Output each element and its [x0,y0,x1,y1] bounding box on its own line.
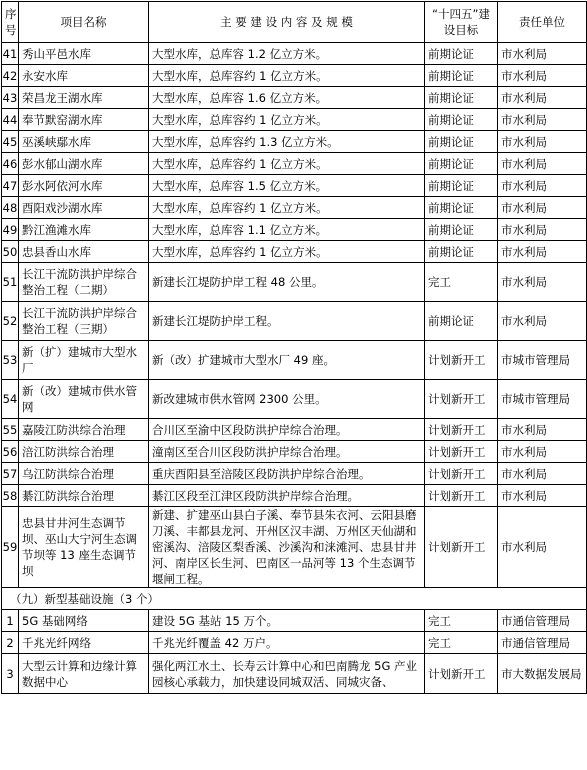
project-name: 新（改）建城市供水管网 [19,380,149,419]
project-name: 千兆光纤网络 [19,632,149,654]
project-content: 綦江区段至江津区段防洪护岸综合治理。 [149,485,425,507]
responsible-unit: 市大数据发展局 [498,654,587,694]
project-name: 巫溪峡鄢水库 [19,131,149,153]
row-num: 43 [2,87,19,109]
table-row [2,341,587,380]
project-name: 奉节默窑湖水库 [19,109,149,131]
project-goal: 完工 [425,610,498,632]
project-content: 大型水库，总库容约 1 亿立方米。 [149,241,425,263]
responsible-unit: 市水利局 [498,241,587,263]
project-content: 大型水库，总库容约 1.3 亿立方米。 [149,131,425,153]
project-table [1,1,587,694]
project-content: 大型水库，总库容约 1 亿立方米。 [149,109,425,131]
project-goal: 计划新开工 [425,380,498,419]
project-name: 彭水郁山湖水库 [19,153,149,175]
row-num: 42 [2,65,19,87]
project-content: 大型水库，总库容 1.6 亿立方米。 [149,87,425,109]
section-title: （九）新型基础设施（3 个） [2,588,587,610]
project-content: 潼南区至合川区段防洪护岸综合治理。 [149,441,425,463]
row-num: 54 [2,380,19,419]
row-num: 53 [2,341,19,380]
table-row [2,131,587,153]
row-num: 45 [2,131,19,153]
row-num: 58 [2,485,19,507]
table-row [2,485,587,507]
table-row [2,153,587,175]
project-content: 大型水库，总库容约 1 亿立方米。 [149,153,425,175]
table-row [2,197,587,219]
row-num: 47 [2,175,19,197]
project-name: 綦江防洪综合治理 [19,485,149,507]
responsible-unit: 市水利局 [498,87,587,109]
table-row [2,419,587,441]
project-goal: 完工 [425,263,498,302]
project-name: 嘉陵江防洪综合治理 [19,419,149,441]
project-name: 永安水库 [19,65,149,87]
table-header-row [2,2,587,43]
responsible-unit: 市水利局 [498,485,587,507]
row-num: 49 [2,219,19,241]
row-num: 44 [2,109,19,131]
project-goal: 计划新开工 [425,507,498,588]
table-row [2,219,587,241]
project-goal: 前期论证 [425,219,498,241]
row-num: 1 [2,610,19,632]
table-row [2,463,587,485]
project-content: 新（改）扩建城市大型水厂 49 座。 [149,341,425,380]
project-name: 涪江防洪综合治理 [19,441,149,463]
project-goal: 前期论证 [425,153,498,175]
project-name: 长江干流防洪护岸综合整治工程（二期） [19,263,149,302]
header-num: 序号 [2,2,19,43]
table-row [2,175,587,197]
table-row [2,610,587,632]
table-row [2,507,587,588]
project-content: 合川区至渝中区段防洪护岸综合治理。 [149,419,425,441]
row-num: 56 [2,441,19,463]
row-num: 52 [2,302,19,341]
project-content: 千兆光纤覆盖 42 万户。 [149,632,425,654]
row-num: 50 [2,241,19,263]
project-content: 大型水库，总库容 1.2 亿立方米。 [149,43,425,65]
table-row [2,43,587,65]
project-content: 大型水库，总库容约 1 亿立方米。 [149,197,425,219]
project-goal: 前期论证 [425,65,498,87]
responsible-unit: 市水利局 [498,175,587,197]
project-content: 强化两江水土、长寿云计算中心和巴南腾龙 5G 产业园核心承载力，加快建设同城双活、同城灾备、 [149,654,425,694]
table-row [2,380,587,419]
project-name: 忠县香山水库 [19,241,149,263]
project-goal: 前期论证 [425,131,498,153]
project-name: 新（扩）建城市大型水厂 [19,341,149,380]
responsible-unit: 市水利局 [498,419,587,441]
row-num: 55 [2,419,19,441]
responsible-unit: 市城市管理局 [498,380,587,419]
project-goal: 前期论证 [425,43,498,65]
header-content: 主 要 建 设 内 容 及 规 模 [149,2,425,43]
responsible-unit: 市水利局 [498,197,587,219]
project-goal: 完工 [425,632,498,654]
project-name: 5G 基础网络 [19,610,149,632]
header-goal: “十四五”建设目标 [425,2,498,43]
project-content: 建设 5G 基站 15 万个。 [149,610,425,632]
project-content: 大型水库，总库容 1.1 亿立方米。 [149,219,425,241]
project-goal: 计划新开工 [425,485,498,507]
table-row [2,302,587,341]
responsible-unit: 市水利局 [498,263,587,302]
table-row [2,441,587,463]
project-name: 秀山平邑水库 [19,43,149,65]
project-name: 大型云计算和边缘计算数据中心 [19,654,149,694]
project-name: 彭水阿依河水库 [19,175,149,197]
project-content: 新改建城市供水管网 2300 公里。 [149,380,425,419]
row-num: 59 [2,507,19,588]
project-goal: 前期论证 [425,109,498,131]
responsible-unit: 市水利局 [498,219,587,241]
project-content: 大型水库，总库容约 1 亿立方米。 [149,65,425,87]
project-goal: 前期论证 [425,302,498,341]
table-row [2,109,587,131]
responsible-unit: 市水利局 [498,441,587,463]
project-goal: 计划新开工 [425,441,498,463]
project-name: 长江干流防洪护岸综合整治工程（三期） [19,302,149,341]
project-goal: 计划新开工 [425,463,498,485]
table-row [2,87,587,109]
project-name: 忠县甘井河生态调节坝、巫山大宁河生态调节坝等 13 座生态调节坝 [19,507,149,588]
project-content: 新建、扩建巫山县白子溪、奉节县朱衣河、云阳县磨刀溪、丰都县龙河、开州区汉丰湖、万州区天仙湖和密溪沟、涪陵区梨香溪、沙溪沟和涞滩河、忠县甘井河、南岸区长生河、巴南区一品河等 13 个生态调节堰闸工程。 [149,507,425,588]
responsible-unit: 市水利局 [498,109,587,131]
project-goal: 前期论证 [425,241,498,263]
table-row [2,241,587,263]
row-num: 48 [2,197,19,219]
responsible-unit: 市水利局 [498,153,587,175]
table-row [2,632,587,654]
responsible-unit: 市水利局 [498,65,587,87]
project-goal: 前期论证 [425,197,498,219]
table-body [2,43,587,694]
responsible-unit: 市水利局 [498,302,587,341]
project-content: 新建长江堤防护岸工程 48 公里。 [149,263,425,302]
responsible-unit: 市水利局 [498,463,587,485]
project-goal: 计划新开工 [425,341,498,380]
row-num: 2 [2,632,19,654]
responsible-unit: 市通信管理局 [498,610,587,632]
project-name: 酉阳戏沙湖水库 [19,197,149,219]
project-name: 黔江渔滩水库 [19,219,149,241]
section-header-row [2,588,587,610]
project-content: 重庆酉阳县至涪陵区段防洪护岸综合治理。 [149,463,425,485]
project-goal: 前期论证 [425,175,498,197]
project-content: 大型水库，总库容 1.5 亿立方米。 [149,175,425,197]
table-row [2,654,587,694]
project-goal: 计划新开工 [425,654,498,694]
project-goal: 计划新开工 [425,419,498,441]
responsible-unit: 市通信管理局 [498,632,587,654]
header-name: 项目名称 [19,2,149,43]
row-num: 51 [2,263,19,302]
responsible-unit: 市水利局 [498,131,587,153]
row-num: 3 [2,654,19,694]
row-num: 57 [2,463,19,485]
responsible-unit: 市水利局 [498,43,587,65]
project-content: 新建长江堤防护岸工程。 [149,302,425,341]
responsible-unit: 市水利局 [498,507,587,588]
project-goal: 前期论证 [425,87,498,109]
table-row [2,65,587,87]
row-num: 41 [2,43,19,65]
project-name: 荣昌龙王湖水库 [19,87,149,109]
row-num: 46 [2,153,19,175]
table-row [2,263,587,302]
project-name: 乌江防洪综合治理 [19,463,149,485]
responsible-unit: 市城市管理局 [498,341,587,380]
header-unit: 责任单位 [498,2,587,43]
